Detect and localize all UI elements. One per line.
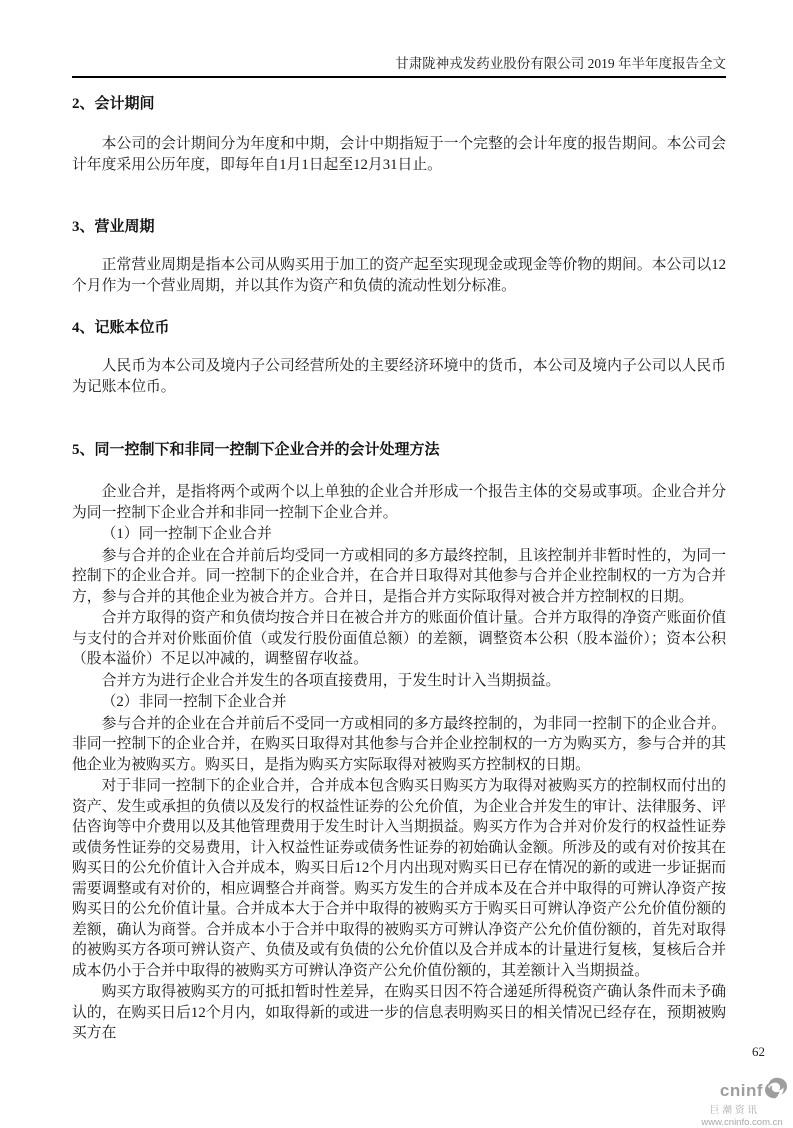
section-title: 4、记账本位币 (72, 320, 170, 336)
document-body (72, 94, 726, 1044)
cninfo-logo (696, 1077, 788, 1128)
page-header (72, 0, 726, 78)
section-title: 5、同一控制下和非同一控制下企业合并的会计处理方法 (72, 442, 440, 458)
header-title: 甘肃陇神戎发药业股份有限公司 2019 年半年度报告全文 (395, 56, 726, 71)
paragraph: 合并方为进行企业合并发生的各项直接费用，于发生时计入当期损益。 (101, 672, 561, 689)
cninfo-swirl-icon (764, 1077, 788, 1104)
cninfo-chinese-name: 巨潮资讯 (709, 1105, 760, 1116)
paragraph: 合并方取得的资产和负债均按合并日在被合并方的账面价值计量。合并方取得的净资产账面价值与支付的合并对价账面价值（或发行股份面值总额）的差额，调整资本公积（股本溢价）；资本公积（股本溢价）不足以冲减的，调整留存收益。 (72, 610, 726, 667)
page-number: 62 (752, 1044, 765, 1059)
cninfo-url: www.cninfo.com.cn (701, 1117, 783, 1128)
paragraph: 购买方取得被购买方的可抵扣暂时性差异，在购买日因不符合递延所得税资产确认条件而未予确认的，在购买日后12个月内，如取得新的或进一步的信息表明购买日的相关情况已经存在，预期被购买方在 (72, 984, 726, 1041)
section-accounting-period (72, 94, 726, 175)
paragraph-subitem-2: （2）非同一控制下企业合并 (101, 694, 287, 710)
paragraph: 人民币为本公司及境内子公司经营所处的主要经济环境中的货币，本公司及境内子公司以人民币为记账本位币。 (72, 358, 726, 395)
section-title: 3、营业周期 (72, 219, 155, 235)
section-title: 2、会计期间 (72, 96, 155, 112)
cninfo-wordmark: cninf (719, 1081, 763, 1100)
paragraph-subitem-1: （1）同一控制下企业合并 (101, 526, 272, 542)
paragraph: 对于非同一控制下的企业合并，合并成本包含购买日购买方为取得对被购买方的控制权而付出的资产、发生或承担的负债以及发行的权益性证券的公允价值，为企业合并发生的审计、法律服务、评估咨询等中介费用以及其他管理费用于发生时计入当期损益。购买方作为合并对价发行的权益性证券或债务性证券的交易费用，计入权益性证券或债务性证券的初始确认金额。所涉及的或有对价按其在购买日的公允价值计入合并成本，购买日后12个月内出现对购买日已存在情况的新的或进一步证据而需要调整或有对价的，相应调整合并商誉。购买方发生的合并成本及在合并中取得的可辨认净资产按购买日的公允价值计量。合并成本大于合并中取得的被购买方于购买日可辨认净资产公允价值份额的差额，确认为商誉。合并成本小于合并中取得的被购买方可辨认净资产公允价值份额的，首先对取得的被购买方各项可辨认资产、负债及或有负债的公允价值以及合并成本的计量进行复核，复核后合并成本仍小于合并中取得的被购买方可辨认净资产公允价值份额的，其差额计入当期损益。 (72, 778, 726, 979)
paragraph: 参与合并的企业在合并前后均受同一方或相同的多方最终控制，且该控制并非暂时性的，为同一控制下的企业合并。同一控制下的企业合并，在合并日取得对其他参与合并企业控制权的一方为合并方，参与合并的其他企业为被合并方。合并日，是指合并方实际取得对被合并方控制权的日期。 (72, 547, 726, 605)
paragraph: 参与合并的企业在合并前后不受同一方或相同的多方最终控制的，为非同一控制下的企业合并。非同一控制下的企业合并，在购买日取得对其他参与合并企业控制权的一方为购买方，参与合并的其他企业为被购买方。购买日，是指为购买方实际取得对被购买方控制权的日期。 (72, 715, 726, 773)
cninfo-wordmark-row (696, 1077, 788, 1104)
section-business-combination (72, 440, 726, 1044)
section-operating-cycle (72, 217, 726, 296)
paragraph: 企业合并，是指将两个或两个以上单独的企业合并形成一个报告主体的交易或事项。企业合并分为同一控制下企业合并和非同一控制下企业合并。 (72, 484, 726, 521)
paragraph: 正常营业周期是指本公司从购买用于加工的资产起至实现现金或现金等价物的期间。本公司以12个月作为一个营业周期，并以其作为资产和负债的流动性划分标准。 (72, 257, 726, 294)
section-functional-currency (72, 318, 726, 397)
paragraph: 本公司的会计期间分为年度和中期，会计中期指短于一个完整的会计年度的报告期间。本公司会计年度采用公历年度，即每年自1月1日起至12月31日止。 (72, 136, 726, 173)
